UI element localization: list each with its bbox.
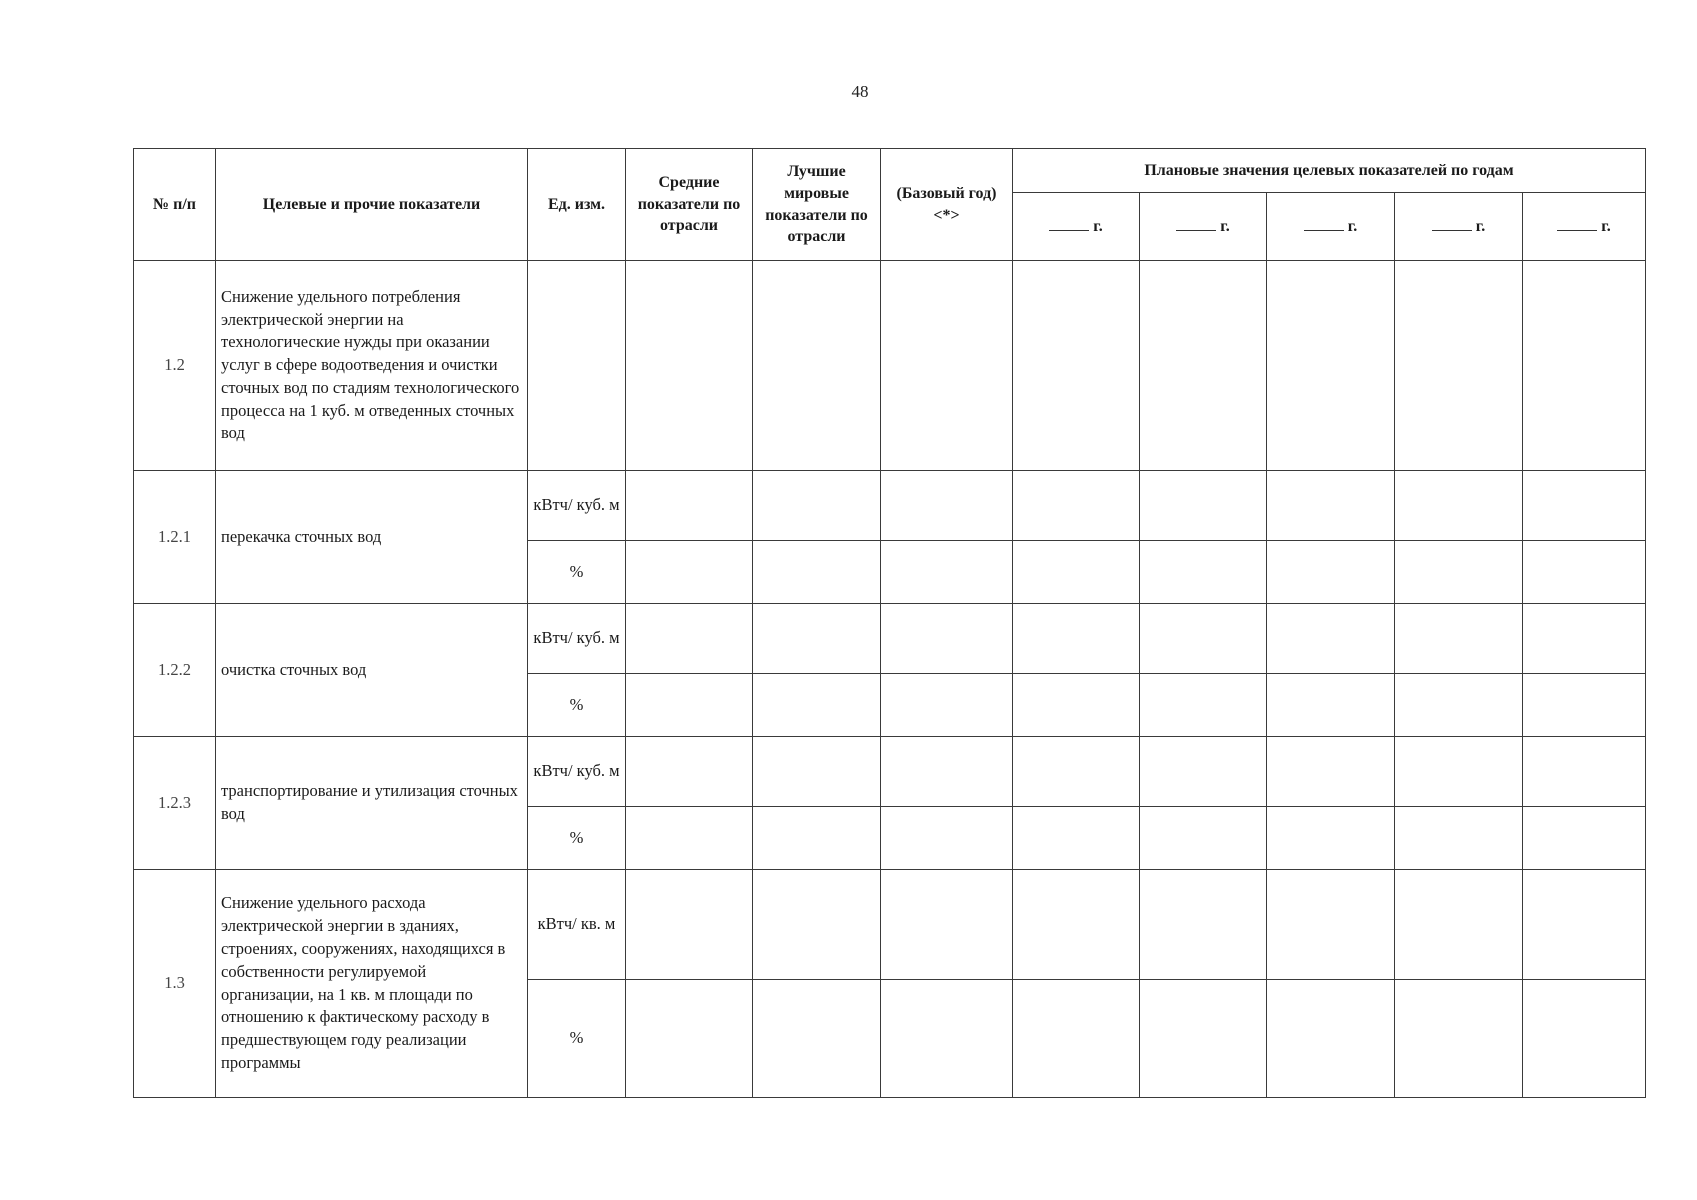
cell-year-3 [1267,980,1395,1098]
row-unit: кВтч/ кв. м [528,870,626,980]
cell-base [881,737,1013,807]
cell-base [881,674,1013,737]
table-row [134,261,1646,471]
cell-year-1 [1013,737,1140,807]
cell-avg [626,807,753,870]
row-num: 1.2.2 [134,604,216,737]
cell-avg [626,737,753,807]
header-unit: Ед. изм. [528,149,626,261]
cell-year-1 [1013,541,1140,604]
cell-year-1 [1013,261,1140,471]
cell-year-4 [1395,980,1523,1098]
cell-year-2 [1140,471,1267,541]
cell-year-4 [1395,674,1523,737]
cell-year-3 [1267,604,1395,674]
cell-best [753,737,881,807]
cell-year-2 [1140,737,1267,807]
row-num: 1.2.1 [134,471,216,604]
cell-year-3 [1267,737,1395,807]
cell-year-3 [1267,471,1395,541]
header-avg: Средние показатели по отрасли [626,149,753,261]
cell-year-2 [1140,980,1267,1098]
cell-year-5 [1523,870,1646,980]
year-blank-line [1176,230,1216,231]
row-indicator-name: Снижение удельного расхода электрической энергии в зданиях, строениях, сооружениях, находящихся в собственности регулируемой организации, на 1 кв. м площади по отношению к фактическому расходу в предшествующем году реализации программы [216,870,528,1098]
cell-year-2 [1140,604,1267,674]
table-body [134,261,1646,1098]
cell-avg [626,870,753,980]
cell-year-4 [1395,870,1523,980]
cell-best [753,980,881,1098]
cell-year-3 [1267,261,1395,471]
cell-year-2 [1140,870,1267,980]
header-planned-values: Плановые значения целевых показателей по годам [1013,149,1646,193]
year-suffix: г. [1093,217,1103,235]
cell-base [881,807,1013,870]
row-unit: % [528,541,626,604]
row-unit: % [528,674,626,737]
cell-best [753,870,881,980]
year-suffix: г. [1220,217,1230,235]
cell-year-1 [1013,604,1140,674]
cell-year-3 [1267,674,1395,737]
cell-year-1 [1013,870,1140,980]
cell-avg [626,604,753,674]
cell-base [881,541,1013,604]
row-unit: % [528,807,626,870]
cell-year-4 [1395,261,1523,471]
cell-year-3 [1267,541,1395,604]
cell-year-4 [1395,541,1523,604]
cell-base [881,261,1013,471]
year-suffix: г. [1475,217,1486,235]
row-num: 1.2.3 [134,737,216,870]
cell-year-5 [1523,471,1646,541]
year-blank-line [1557,230,1597,231]
indicators-table [133,148,1646,1098]
cell-avg [626,471,753,541]
cell-year-1 [1013,471,1140,541]
cell-year-5 [1523,674,1646,737]
cell-base [881,870,1013,980]
table-row [134,737,1646,807]
year-suffix: г. [1601,217,1611,235]
cell-year-5 [1523,737,1646,807]
cell-best [753,604,881,674]
cell-avg [626,674,753,737]
row-indicator-name: перекачка сточных вод [216,471,528,604]
header-num: № п/п [134,149,216,261]
cell-best [753,261,881,471]
year-suffix: г. [1347,217,1358,235]
row-unit [528,261,626,471]
row-indicator-name: Снижение удельного потребления электрической энергии на технологические нужды при оказании услуг в сфере водоотведения и очистки сточных вод по стадиям технологического процесса на 1 куб. м отведенных сточных вод [216,261,528,471]
header-indicators: Целевые и прочие показатели [216,149,528,261]
cell-base [881,471,1013,541]
row-unit: % [528,980,626,1098]
table-row [134,471,1646,541]
year-blank-line [1432,230,1472,231]
cell-year-1 [1013,980,1140,1098]
table-header [134,149,1646,261]
cell-year-2 [1140,541,1267,604]
cell-best [753,674,881,737]
header-year-5 [1523,193,1646,261]
row-indicator-name: транспортирование и утилизация сточных вод [216,737,528,870]
table-row [134,604,1646,674]
cell-year-5 [1523,261,1646,471]
cell-best [753,541,881,604]
cell-year-5 [1523,541,1646,604]
cell-year-1 [1013,807,1140,870]
header-year-1 [1013,193,1140,261]
cell-base [881,604,1013,674]
row-indicator-name: очистка сточных вод [216,604,528,737]
cell-year-4 [1395,807,1523,870]
cell-year-5 [1523,807,1646,870]
cell-year-4 [1395,604,1523,674]
row-unit: кВтч/ куб. м [528,471,626,541]
cell-avg [626,980,753,1098]
cell-year-4 [1395,471,1523,541]
header-base-year: (Базовый год) <*> [881,149,1013,261]
row-num: 1.2 [134,261,216,471]
cell-best [753,807,881,870]
table-row [134,870,1646,980]
header-best: Лучшие мировые показатели по отрасли [753,149,881,261]
year-blank-line [1304,230,1344,231]
cell-year-1 [1013,674,1140,737]
year-blank-line [1049,230,1089,231]
row-unit: кВтч/ куб. м [528,737,626,807]
row-unit: кВтч/ куб. м [528,604,626,674]
cell-best [753,471,881,541]
header-year-2 [1140,193,1267,261]
cell-year-4 [1395,737,1523,807]
cell-year-2 [1140,261,1267,471]
cell-avg [626,261,753,471]
cell-year-3 [1267,807,1395,870]
row-num: 1.3 [134,870,216,1098]
cell-year-3 [1267,870,1395,980]
cell-year-5 [1523,980,1646,1098]
cell-year-2 [1140,807,1267,870]
cell-year-5 [1523,604,1646,674]
cell-avg [626,541,753,604]
header-year-4 [1395,193,1523,261]
cell-year-2 [1140,674,1267,737]
header-year-3 [1267,193,1395,261]
cell-base [881,980,1013,1098]
page-number: 48 [851,82,869,101]
